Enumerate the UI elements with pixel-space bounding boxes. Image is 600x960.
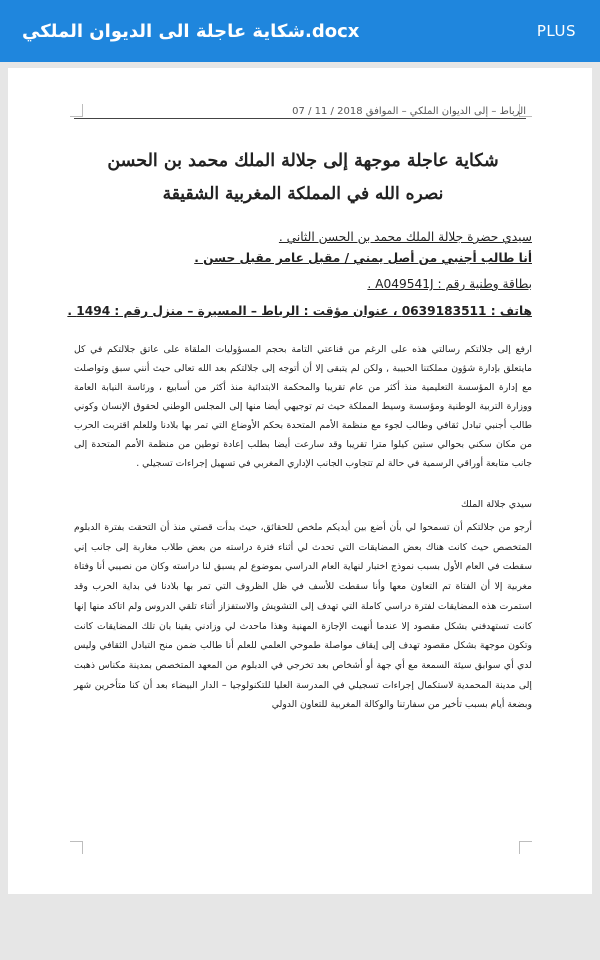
heading-line-2: نصره الله في المملكة المغربية الشقيقة xyxy=(162,184,444,204)
dateline: الرباط – إلى الديوان الملكي – الموافق 2018 / 11 / 07 xyxy=(74,106,526,119)
salutation: سيدي جلالة الملك xyxy=(461,499,532,510)
heading-line-1: شكاية عاجلة موجهة إلى جلالة الملك محمد بن الحسن xyxy=(107,151,499,171)
address-line-1: سيدي حضرة جلالة الملك محمد بن الحسن الثاني . xyxy=(278,230,532,244)
address-line-3: بطاقة وطنية رقم : A049541J . xyxy=(367,277,532,291)
page-margin-corner-bottom-left xyxy=(70,841,83,854)
document-page xyxy=(8,68,592,894)
app-top-bar xyxy=(0,0,600,62)
body-paragraph-1: ارفع إلى جلالتكم رسالتي هذه على الرغم من قناعتي التامة بحجم المسؤوليات الملقاة على عاتق جلالتكم في كل مايتعلق بإدارة شؤون مملكتنا الحبيبة , ولكن لم يتبقى إلا أن أتوجه إلى جلالتكم بعد الله تعالى حيث أنني سبق وتواصلت مع إدارة المؤسسة التعليمية منذ أكثر من عام تقريبا والمحكمة الابتدائية منذ أكثر من أسابيع ، ورئاسة النيابة العامة ووزارة التربية الوطنية ومؤسسة وسيط المملكة حيث تم توجيهي أيضا منها إلى المجلس الوطني لحقوق الإنسان وكوني طالب أجنبي تبادل ثقافي وطالب لجوء مع منظمة الأمم المتحدة بحكم الأوضاع التي تمر بها بلادنا وللعلم اقتربت الحرب من مكان سكني بحوالي ستين كيلوا مترا تقريبا وقد سارعت أيضا بطلب إعادة توطين من منظمة الأمم المتحدة إلى جانب متابعة أوراقي الرسمية في حالة لم تتجاوب الجانب الإداري المغربي في تسهيل إجراءات تسجيلي . xyxy=(74,344,532,469)
address-line-2: أنا طالب أجنبي من أصل يمني / مقبل عامر مقبل حسن . xyxy=(194,251,532,265)
plus-button[interactable]: PLUS xyxy=(536,22,576,40)
document-body xyxy=(67,104,532,715)
address-line-4: هاتف : 0639183511 ، عنوان مؤقت : الرباط – المسيرة – منزل رقم : 1494 . xyxy=(67,304,532,318)
document-file-title: شكاية عاجلة الى الديوان الملكي.docx xyxy=(22,20,360,42)
page-margin-corner-bottom-right xyxy=(519,841,532,854)
body-paragraph-2: أرجو من جلالتكم أن تسمحوا لي بأن أضع بين أيديكم ملخص للحقائق، حيث بدأت قصتي منذ أن التحقت بفترة الدبلوم المتخصص حيث كانت هناك بعض المضايقات التي تحدث لي أثناء فترة دراسته من بعض طلاب مغاربة إلى جانب إني سقطت في العام الأول بسبب نموذج اختبار لنهاية العام الدراسي بموضوع لم يسبق لنا دراسته وكان من نصيبي أنا وفتاة مغربية إلا أن الفتاة تم التعاون معها وأنا سقطت للأسف في ظل الظروف التي تمر بها بلادنا في بداية الحرب وقد استمرت هذه المضايقات لفترة دراسي كاملة التي تهدف إلى التشويش والاستفزاز أثناء تلقي الدروس ولم اتاكد منها إنها كانت تستهدفني بشكل مقصود إلا عندما أنهيت الإجازة المهنية وهذا ماحدث لي وزادني يقينا بان تلك المضايقات كانت وتكون موجهة بشكل مقصود تهدف إلى إيقاف مواصلة طموحي العلمي للعلم أنا طالب ضمن منح التبادل الثقافي وليس لدي أي سوابق سيئة السمعة مع أي جهة أو أشخاص بعد تخرجي في الدبلوم من المعهد المتخصص بمدينة مكناس ذهبت إلى مدينة المحمدية لاستكمال إجراءات تسجيلي في المدرسة العليا للتكنولوجيا – الدار البيضاء بعد أن كنا متأخرين شهر وبضعة أيام بسبب تأخير من سفارتنا والوكالة المغربية للتعاون الدولي xyxy=(74,522,532,711)
